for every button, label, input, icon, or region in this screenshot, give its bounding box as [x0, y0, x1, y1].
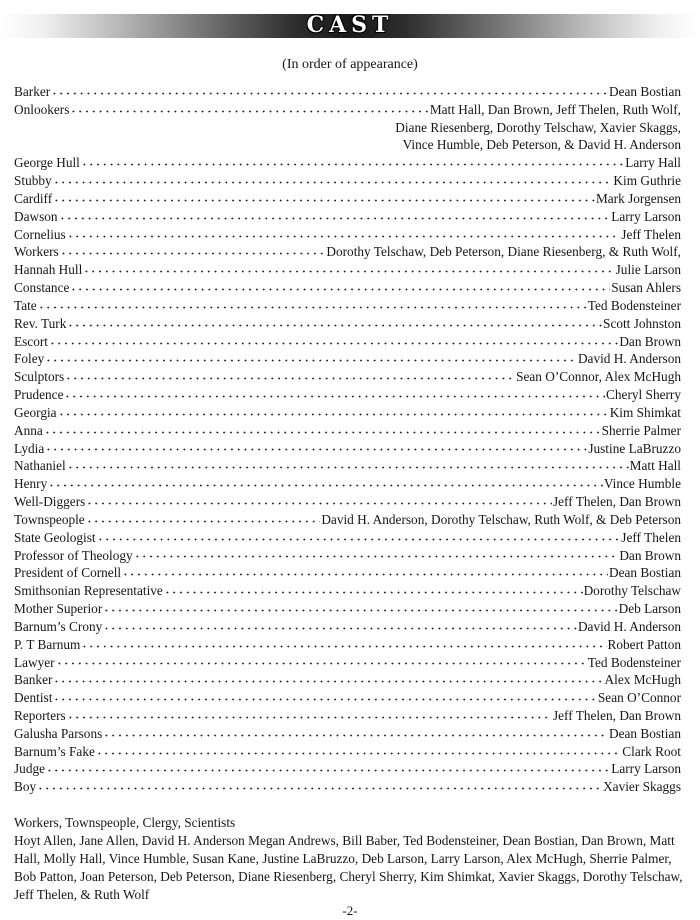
cast-actor: Jeff Thelen, Dan Brown [552, 494, 681, 510]
cast-role: Galusha Parsons [14, 725, 103, 741]
cast-row [14, 707, 681, 725]
cast-actor: David H. Anderson [577, 351, 681, 367]
dot-leader [70, 280, 610, 292]
dot-leader [83, 262, 614, 274]
ensemble-names: Hoyt Allen, Jane Allen, David H. Anderson Megan Andrews, Bill Baber, Ted Bodensteiner, Dean Bostian, Dan Brown, Matt Hall, Molly Hall, Vince Humble, Susan Kane, Justine LaBruzzo, Deb Larson, Larry Larson, Alex McHugh, Sherrie Palmer, Bob Patton, Joan Peterson, Deb Peterson, Diane Riesenberg, Cheryl Sherry, Kim Shimkat, Xavier Skaggs, Dorothy Telschaw, Jeff Thelen, & Ruth Wolf [14, 833, 683, 902]
cast-row [14, 404, 681, 422]
cast-actor: Dorothy Telschaw, Deb Peterson, Diane Riesenberg, & Ruth Wolf, [326, 244, 681, 260]
cast-role: Reporters [14, 707, 66, 723]
cast-row [14, 422, 681, 440]
cast-row [14, 529, 681, 547]
title-banner [0, 14, 700, 38]
cast-role: Dentist [14, 690, 53, 706]
dot-leader [81, 155, 624, 167]
cast-row [14, 368, 681, 386]
cast-role: Henry [14, 476, 48, 492]
ensemble-heading: Workers, Townspeople, Clergy, Scientists [14, 815, 236, 830]
cast-row [14, 457, 681, 475]
cast-row [14, 315, 681, 333]
cast-role: Townspeople [14, 511, 85, 527]
cast-row [14, 101, 681, 119]
cast-actor: Dan Brown [619, 333, 681, 349]
cast-row [14, 760, 681, 778]
cast-actor: Matt Hall [629, 458, 681, 474]
cast-row [14, 511, 681, 529]
cast-actor: Deb Larson [618, 601, 681, 617]
dot-leader [53, 191, 595, 203]
cast-actor-continuation: Vince Humble, Deb Peterson, & David H. Anderson [402, 137, 681, 153]
cast-actor: Kim Guthrie [613, 173, 681, 189]
cast-row [14, 297, 681, 315]
cast-actor: Alex McHugh [604, 672, 681, 688]
cast-actor: Dorothy Telschaw [583, 583, 681, 599]
cast-role: Constance [14, 280, 70, 296]
cast-row [14, 600, 681, 618]
cast-row [14, 243, 681, 261]
cast-row [14, 190, 681, 208]
cast-row [14, 493, 681, 511]
cast-row [14, 172, 681, 190]
dot-leader [58, 405, 609, 417]
cast-role: Stubby [14, 173, 52, 189]
cast-actor: David H. Anderson [577, 618, 681, 634]
dot-leader [53, 173, 613, 185]
dot-leader [48, 476, 603, 488]
cast-actor: Cheryl Sherry [606, 387, 681, 403]
cast-role: Banker [14, 672, 53, 688]
cast-actor: Sean O’Connor, Alex McHugh [516, 369, 681, 385]
cast-role: Cornelius [14, 226, 66, 242]
dot-leader [86, 494, 552, 506]
cast-actor: Susan Ahlers [611, 280, 681, 296]
cast-row [14, 671, 681, 689]
dot-leader [86, 512, 321, 524]
dot-leader [134, 548, 619, 560]
cast-actor: Larry Larson [611, 761, 681, 777]
cast-row [14, 654, 681, 672]
page-number: -2- [342, 903, 358, 918]
cast-actor: Jeff Thelen, Dan Brown [552, 707, 681, 723]
cast-row [14, 564, 681, 582]
dot-leader [59, 209, 611, 221]
cast-role: Prudence [14, 387, 64, 403]
dot-leader [103, 619, 577, 631]
cast-role: George Hull [14, 155, 80, 171]
cast-row [14, 743, 681, 761]
cast-row [14, 618, 681, 636]
dot-leader [53, 690, 596, 702]
cast-role: Foley [14, 351, 45, 367]
cast-actor: Kim Shimkat [609, 404, 681, 420]
cast-role: Tate [14, 297, 37, 313]
cast-role: Rev. Turk [14, 315, 67, 331]
dot-leader [67, 227, 621, 239]
cast-role: Lydia [14, 440, 45, 456]
dot-leader [45, 441, 587, 453]
cast-role: Nathaniel [14, 458, 66, 474]
cast-role: Barnum’s Fake [14, 743, 95, 759]
dot-leader [65, 369, 515, 381]
cast-actor: Dean Bostian [608, 84, 681, 99]
dot-leader [103, 601, 617, 613]
cast-role: Lawyer [14, 654, 55, 670]
cast-role: Well-Diggers [14, 494, 86, 510]
cast-actor: Justine LaBruzzo [588, 440, 681, 456]
cast-actor: Larry Larson [611, 208, 681, 224]
cast-role: Georgia [14, 404, 57, 420]
cast-row [14, 261, 681, 279]
dot-leader [96, 744, 621, 756]
cast-actor: Sean O’Connor [597, 690, 681, 706]
cast-row [14, 226, 681, 244]
cast-row [14, 279, 681, 297]
cast-row [14, 689, 681, 707]
cast-role: Boy [14, 779, 37, 795]
cast-row [14, 83, 681, 101]
cast-row [14, 778, 681, 796]
ensemble-section [14, 814, 686, 904]
dot-leader [70, 102, 428, 114]
dot-leader [67, 458, 629, 470]
cast-actor: Xavier Skaggs [603, 779, 681, 795]
cast-role: Escort [14, 333, 48, 349]
cast-row [14, 386, 681, 404]
cast-row [14, 475, 681, 493]
dot-leader [164, 583, 583, 595]
dot-leader [81, 637, 606, 649]
dot-leader [37, 779, 602, 791]
dot-leader [67, 708, 552, 720]
dot-leader [64, 387, 605, 399]
cast-row [14, 440, 681, 458]
dot-leader [97, 530, 621, 542]
cast-actor: Mark Jorgensen [595, 190, 681, 206]
cast-actor: Sherrie Palmer [601, 422, 681, 438]
cast-actor: Julie Larson [615, 262, 681, 278]
cast-role: Professor of Theology [14, 547, 133, 563]
cast-row [14, 725, 681, 743]
dot-leader [38, 298, 587, 310]
cast-role: Dawson [14, 208, 58, 224]
cast-row [14, 333, 681, 351]
cast-list [14, 83, 681, 796]
cast-row [14, 208, 681, 226]
cast-actor: Ted Bodensteiner [587, 654, 681, 670]
dot-leader [51, 84, 608, 96]
cast-role: Workers [14, 244, 59, 260]
dot-leader [56, 655, 587, 667]
cast-role: P. T Barnum [14, 636, 81, 652]
page-title: CAST [306, 12, 394, 38]
cast-role: Onlookers [14, 101, 70, 117]
cast-role: Smithsonian Representative [14, 583, 163, 599]
cast-row [14, 582, 681, 600]
cast-actor: Larry Hall [625, 155, 681, 171]
dot-leader [45, 351, 577, 363]
cast-actor: Jeff Thelen [621, 226, 681, 242]
cast-actor: Matt Hall, Dan Brown, Jeff Thelen, Ruth Wolf, [429, 101, 681, 117]
cast-actor: Clark Root [622, 743, 681, 759]
dot-leader [44, 423, 601, 435]
cast-role: Barnum’s Crony [14, 618, 103, 634]
cast-row [14, 547, 681, 565]
cast-role: Barker [14, 84, 51, 99]
dot-leader [67, 316, 602, 328]
dot-leader [60, 244, 326, 256]
cast-actor: Dean Bostian [608, 725, 681, 741]
cast-actor: Robert Patton [607, 636, 681, 652]
cast-actor: Vince Humble [603, 476, 681, 492]
dot-leader [122, 565, 608, 577]
cast-row [14, 636, 681, 654]
cast-role: Cardiff [14, 190, 53, 206]
cast-actor: Dan Brown [619, 547, 681, 563]
dot-leader [53, 672, 603, 684]
cast-role: Anna [14, 422, 43, 438]
cast-actor: Scott Johnston [603, 315, 681, 331]
cast-actor: Ted Bodensteiner [587, 297, 681, 313]
cast-role: Hannah Hull [14, 262, 83, 278]
subtitle: (In order of appearance) [282, 57, 418, 72]
dot-leader [103, 726, 608, 738]
dot-leader [49, 334, 618, 346]
cast-role: Mother Superior [14, 601, 103, 617]
cast-row [14, 350, 681, 368]
cast-role: State Geologist [14, 529, 96, 545]
cast-actor-continuation: Diane Riesenberg, Dorothy Telschaw, Xavier Skaggs, [395, 119, 681, 135]
cast-role: Judge [14, 761, 46, 777]
cast-role: Sculptors [14, 369, 65, 385]
cast-actor: David H. Anderson, Dorothy Telschaw, Ruth Wolf, & Deb Peterson [321, 511, 681, 527]
cast-actor: Dean Bostian [608, 565, 681, 581]
cast-role: President of Cornell [14, 565, 122, 581]
cast-actor: Jeff Thelen [621, 529, 681, 545]
cast-row [14, 154, 681, 172]
dot-leader [46, 761, 610, 773]
